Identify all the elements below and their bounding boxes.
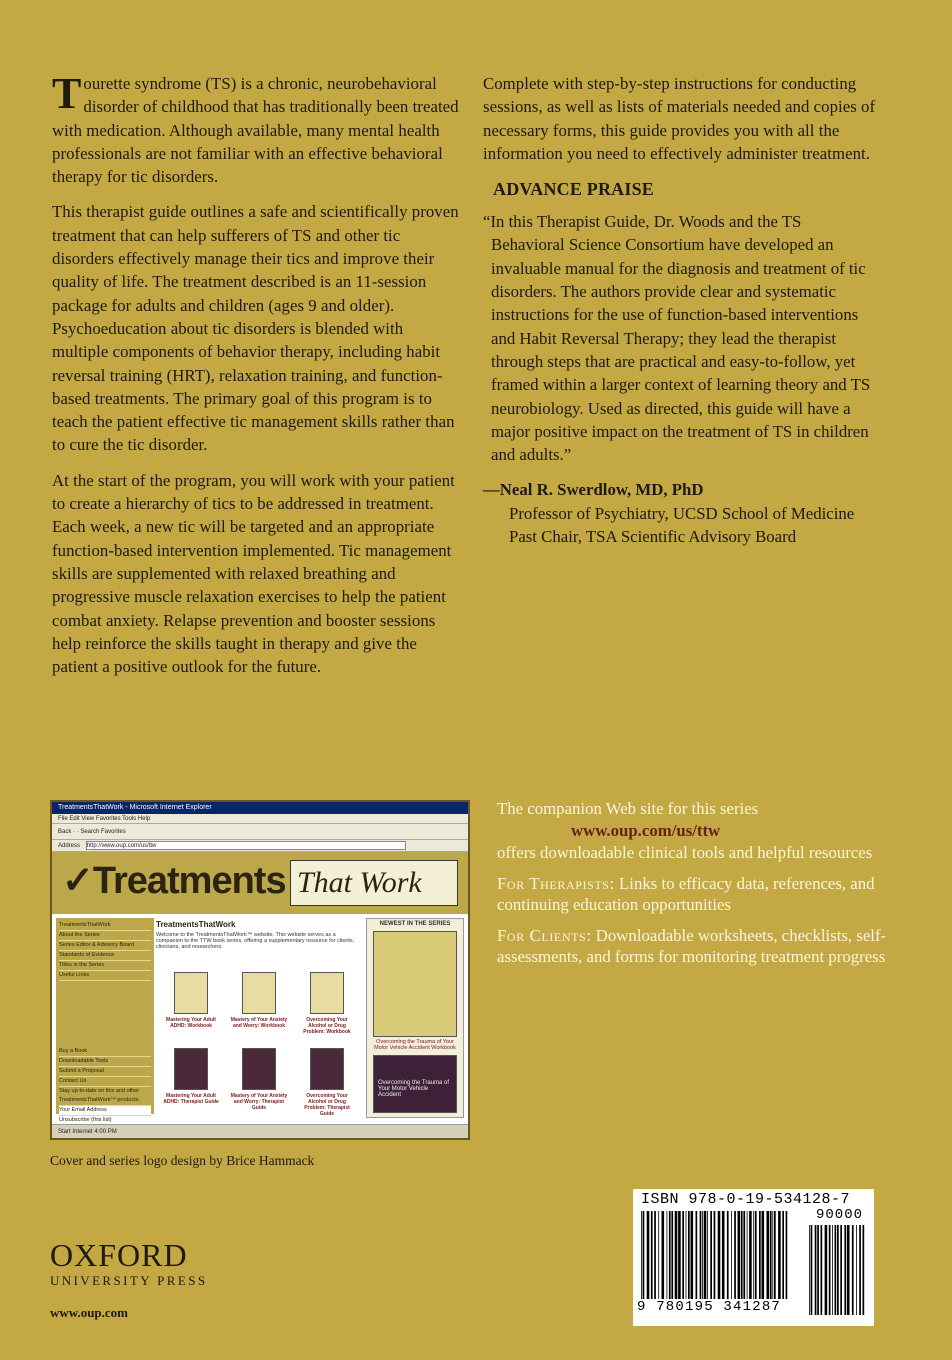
for-clients-label: For Clients:: [497, 926, 592, 945]
companion-line-1: The companion Web site for this series: [497, 799, 759, 818]
book-cover: [242, 1048, 276, 1090]
browser-menu-bar: File Edit View Favorites Tools Help: [52, 814, 468, 824]
barcode-bar: [643, 1211, 645, 1299]
barcode-bar: [707, 1211, 708, 1299]
ttw-email-field: Your Email Address: [59, 1106, 151, 1116]
barcode-bar: [840, 1225, 842, 1315]
barcode-bar: [688, 1211, 690, 1299]
barcode-bar: [859, 1225, 861, 1315]
ttw-banner-that-work: That Work: [290, 860, 458, 906]
newest-book-cover-2: Overcoming the Trauma of Your Motor Vehicle Accident: [373, 1055, 457, 1113]
ttw-side-item: Downloadable Tools: [59, 1057, 151, 1067]
barcode-bar: [658, 1211, 659, 1299]
barcode-bar: [817, 1225, 819, 1315]
intro-paragraph-4: Complete with step-by-step instructions for conducting sessions, as well as lists of materials needed and copies of necessary forms, this guide provides you with all the information you need to effectively administer treatment.: [483, 74, 876, 163]
barcode-bar: [647, 1211, 650, 1299]
barcode-bar: [753, 1211, 754, 1299]
drop-cap: T: [52, 69, 82, 118]
book-caption: Overcoming Your Alcohol or Drug Problem: Therapist Guide: [304, 1093, 350, 1117]
book-cover: [174, 972, 208, 1014]
barcode-bar: [852, 1225, 854, 1315]
barcode-bar: [755, 1211, 757, 1299]
barcode-bar: [651, 1211, 653, 1299]
barcode-bar: [759, 1211, 761, 1299]
barcode-bar: [767, 1211, 770, 1299]
barcode-bar: [743, 1211, 745, 1299]
book-caption: Overcoming Your Alcohol or Drug Problem: Workbook: [303, 1017, 351, 1035]
barcode-bar: [702, 1211, 703, 1299]
companion-url: www.oup.com/us/ttw: [571, 821, 721, 840]
barcode-bar: [762, 1211, 765, 1299]
book-caption: Mastering Your Adult ADHD: Workbook: [166, 1017, 216, 1029]
price-code: 90000: [816, 1207, 864, 1223]
barcode-bar: [856, 1225, 857, 1315]
ttw-banner: [52, 852, 468, 914]
for-therapists-text: Links to efficacy data, references, and continuing education opportunities: [497, 874, 875, 914]
barcode-bar: [782, 1211, 784, 1299]
barcode-bar: [654, 1211, 656, 1299]
for-therapists-label: For Therapists:: [497, 874, 615, 893]
barcode-bar: [835, 1225, 837, 1315]
praise-quote: [483, 210, 883, 466]
browser-status-bar: Start Internet 4:00 PM: [52, 1124, 468, 1138]
barcode-bar: [774, 1211, 776, 1299]
publisher-name: OXFORD: [50, 1237, 188, 1273]
barcode-bar: [844, 1225, 846, 1315]
ttw-main-intro: Welcome to the TreatmentsThatWork™ website. This website serves as a companion to the TTW book series, offering a supplementary resource for clients, clinicians, and researchers.: [156, 932, 355, 950]
ttw-side-item: About the Series: [59, 931, 151, 941]
for-clients-text: Downloadable worksheets, checklists, self-assessments, and forms for monitoring treatment progress: [497, 926, 887, 966]
cover-credit: Cover and series logo design by Brice Hammack: [50, 1153, 315, 1168]
for-therapists: [497, 873, 917, 915]
barcode-bar: [722, 1211, 725, 1299]
ttw-banner-treatments: ✓Treatments: [62, 860, 286, 902]
barcode-bar: [727, 1211, 729, 1299]
barcode-bar: [662, 1211, 665, 1299]
ttw-side-item: Contact Us: [59, 1077, 151, 1087]
barcode-bar: [718, 1211, 721, 1299]
barcode-bar: [863, 1225, 865, 1315]
praise-quote-first-line: “In this Therapist Guide, Dr. Woods and the TS: [483, 212, 802, 232]
ttw-side-item: Series Editor & Advisory Board: [59, 941, 151, 951]
for-clients: [497, 925, 917, 967]
ttw-newest-panel: [366, 918, 464, 1118]
companion-site-info: [497, 798, 917, 967]
barcode-bar: [675, 1211, 678, 1299]
ttw-side-item: Useful Links: [59, 971, 151, 981]
barcode-bar: [671, 1211, 673, 1299]
companion-line-2: offers downloadable clinical tools and helpful resources: [497, 843, 873, 862]
book-cover: [174, 1048, 208, 1090]
browser-toolbar: Back · · Search Favorites: [52, 824, 468, 840]
praise-author-role-2: Past Chair, TSA Scientific Advisory Board: [509, 527, 797, 547]
book-cover: [242, 972, 276, 1014]
barcode-bar: [669, 1211, 671, 1299]
publisher-website: www.oup.com: [50, 1305, 129, 1320]
barcode-bar: [809, 1225, 810, 1315]
ttw-newest-heading: NEWEST IN THE SERIES: [379, 921, 451, 927]
ttw-main: [156, 918, 364, 1117]
ttw-side-item: TreatmentsThatWork: [59, 921, 151, 931]
barcode-addon-bars: [809, 1225, 867, 1315]
address-label: Address: [58, 843, 81, 849]
ttw-unsubscribe: Unsubscribe (this list): [59, 1116, 151, 1126]
barcode-bar: [682, 1211, 684, 1299]
barcode-bar: [821, 1225, 823, 1315]
ttw-signup-text: Stay up-to-date on this and other TreatmentsThatWork™ products.: [59, 1087, 151, 1106]
barcode-bar: [700, 1211, 702, 1299]
barcode-bar: [731, 1211, 732, 1299]
praise-author-role-1: Professor of Psychiatry, UCSD School of Medicine: [509, 503, 855, 523]
barcode-main-bars: [641, 1211, 789, 1299]
ttw-main-heading: TreatmentsThatWork: [156, 920, 236, 929]
barcode-bar: [667, 1211, 668, 1299]
barcode-bar: [678, 1211, 681, 1299]
barcode-bar: [815, 1225, 817, 1315]
ttw-side-item: Titles in the Series: [59, 961, 151, 971]
barcode-bar: [738, 1211, 741, 1299]
intro-paragraph-2: This therapist guide outlines a safe and scientifically proven treatment that can help sufferers of TS and other tic disorders effectively manage their tics and improve their quality of life. The treatment described is an 11-session package for adults and children (ages 9 and older). Psychoeducation about tic disorders is blended with multiple components of behavior therapy, including habit reversal training (HRT), relaxation training, and function-based treatments. The primary goal of this program is to teach the patient effective tic management skills rather than to cure the tic disorder.: [52, 202, 459, 455]
website-screenshot: [50, 800, 470, 1140]
barcode-bar: [770, 1211, 772, 1299]
address-value: http://www.oup.com/us/ttw: [86, 841, 406, 850]
publisher-subname: UNIVERSITY PRESS: [50, 1273, 208, 1288]
book-cover: [310, 972, 344, 1014]
browser-address-bar: [52, 840, 468, 852]
ttw-sidebar: [56, 918, 154, 1123]
barcode-bar: [778, 1211, 781, 1299]
barcode-bar: [696, 1211, 698, 1299]
isbn-text: ISBN 978-0-19-534128-7: [641, 1191, 851, 1208]
book-caption: Mastery of Your Anxiety and Worry: Workbook: [230, 1017, 288, 1029]
intro-paragraph-1-text: ourette syndrome (TS) is a chronic, neurobehavioral disorder of childhood that has traditionally been treated with medication. Although available, many mental health professionals are not familiar with an effective behavioral therapy for tic disorders.: [52, 74, 459, 187]
barcode-bar: [829, 1225, 831, 1315]
ean-digits: 9 780195 341287: [637, 1299, 782, 1315]
barcode-bar: [747, 1211, 748, 1299]
praise-quote-rest: Behavioral Science Consortium have developed an invaluable manual for the diagnosis and treatment of tic disorders. The authors provide clear and systematic instructions for the use of function-based interventions and Habit Reversal Therapy; they lead the therapist through steps that are practical and easy-to-follow, yet framed within a larger context of learning theory and TS neurobiology. Used as directed, this guide will have a major positive impact on the treatment of TS in children and adults.”: [491, 235, 871, 465]
barcode-bar: [741, 1211, 743, 1299]
barcode-bar: [749, 1211, 752, 1299]
ttw-side-item: Standards of Evidence: [59, 951, 151, 961]
barcode-bar: [704, 1211, 707, 1299]
barcode-bar: [847, 1225, 850, 1315]
left-column: [52, 69, 462, 690]
advance-praise-heading: ADVANCE PRAISE: [493, 179, 654, 200]
intro-paragraph-1: [52, 69, 462, 188]
book-cover: [310, 1048, 344, 1090]
intro-paragraph-3: At the start of the program, you will work with your patient to create a hierarchy of tics to be addressed in treatment. Each week, a new tic will be targeted and an appropriate function-based intervention implemented. Tic management skills are supplemented with relaxed breathing and progressive muscle relaxation exercises to help the patient combat anxiety. Relapse prevention and booster sessions help reinforce the skills taught in therapy and give the patient a positive outlook for the future.: [52, 470, 455, 677]
barcode-bar: [691, 1211, 694, 1299]
barcode-bar: [837, 1225, 839, 1315]
newest-book-cover: [373, 931, 457, 1037]
newest-book-caption: Overcoming the Trauma of Your Motor Vehicle Accident Workbook: [374, 1039, 456, 1051]
barcode-bar: [811, 1225, 813, 1315]
ttw-side-item: Submit a Proposal: [59, 1067, 151, 1077]
isbn-barcode: [633, 1189, 874, 1326]
book-caption: Mastering Your Adult ADHD: Therapist Guide: [163, 1093, 219, 1105]
barcode-bar: [772, 1211, 773, 1299]
barcode-bar: [786, 1211, 788, 1299]
browser-page: [52, 852, 468, 1124]
book-caption: Mastery of Your Anxiety and Worry: Therapist Guide: [230, 1093, 288, 1111]
right-column: [483, 72, 883, 548]
praise-attribution: [483, 478, 883, 548]
barcode-bar: [832, 1225, 833, 1315]
barcode-bar: [710, 1211, 712, 1299]
barcode-bar: [714, 1211, 716, 1299]
barcode-bar: [686, 1211, 687, 1299]
barcode-bar: [641, 1211, 642, 1299]
praise-author: —Neal R. Swerdlow, MD, PhD: [483, 480, 704, 500]
ttw-side-item: Buy a Book: [59, 1047, 151, 1057]
publisher-logo: [50, 1238, 207, 1321]
barcode-bar: [825, 1225, 828, 1315]
barcode-bar: [734, 1211, 736, 1299]
browser-title-bar: TreatmentsThatWork - Microsoft Internet Explorer: [52, 802, 468, 814]
